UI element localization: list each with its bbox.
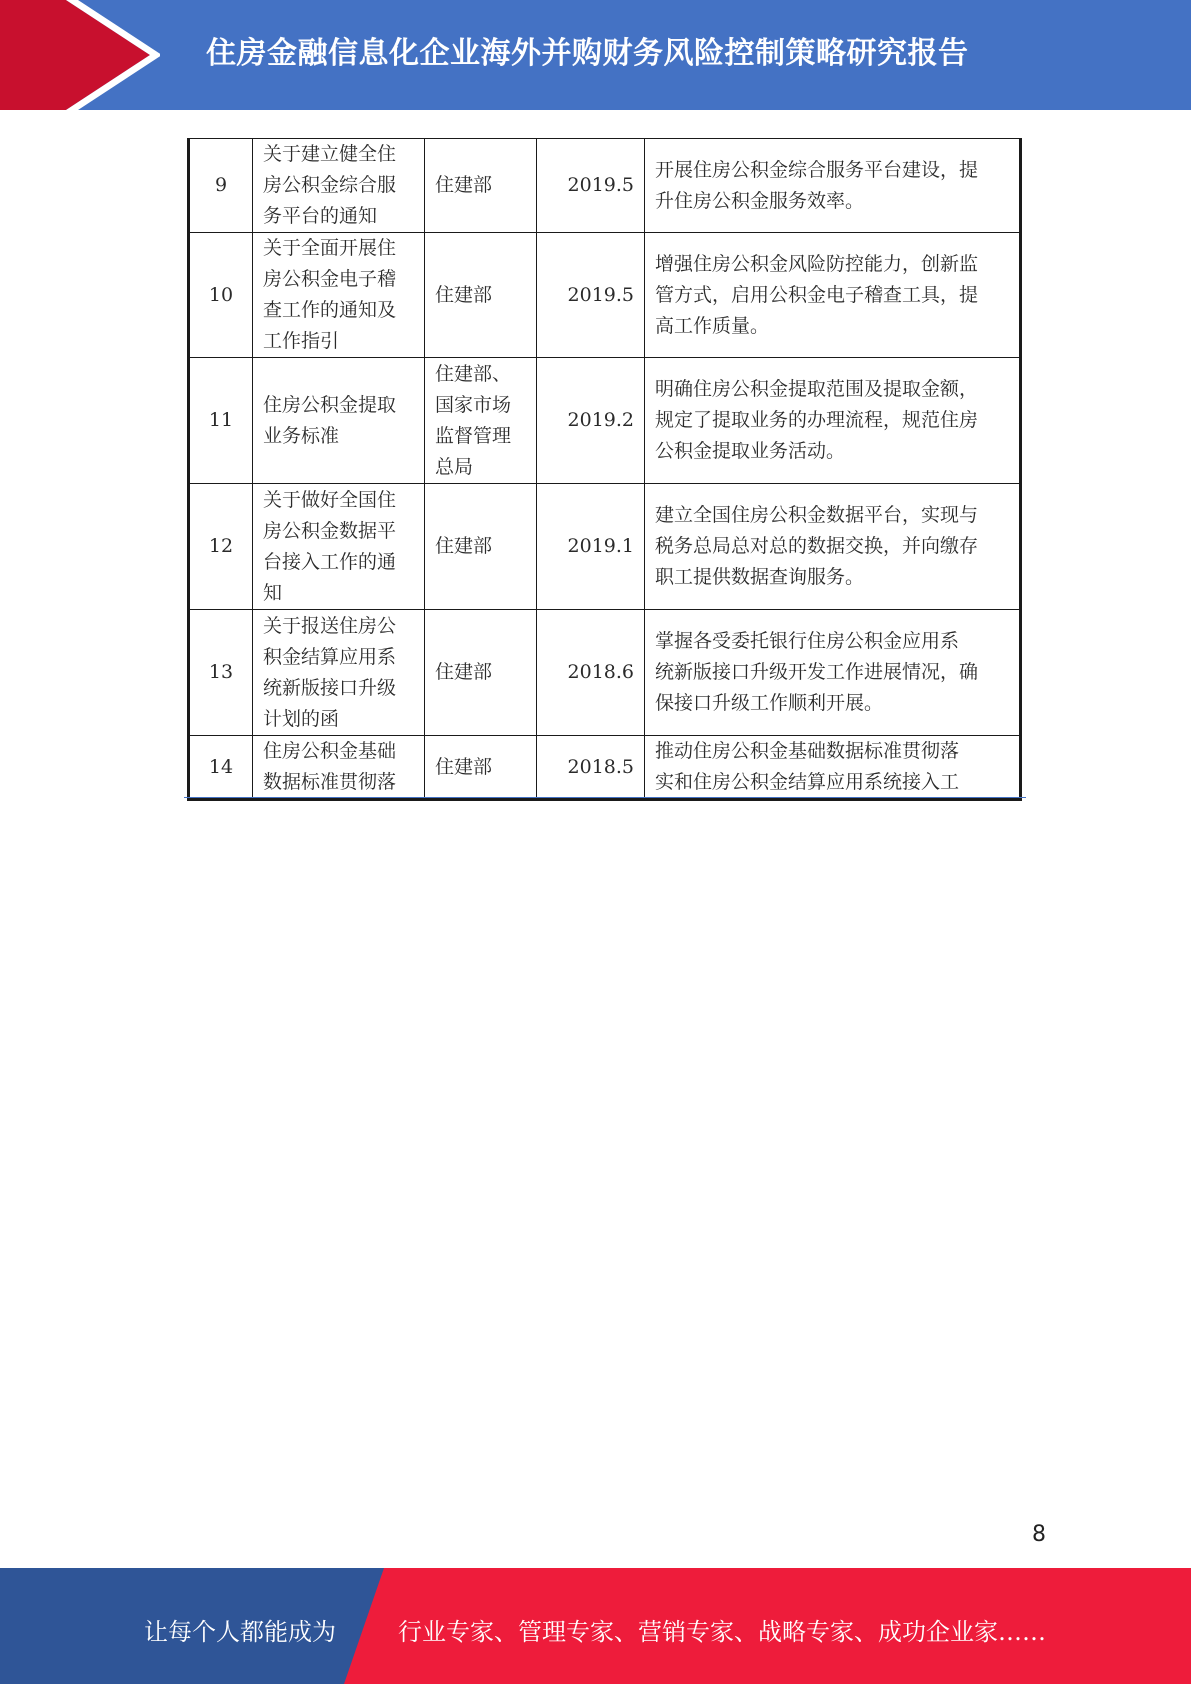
- cell-department-line: 住建部: [435, 755, 493, 778]
- cell-policy-name: [253, 736, 425, 800]
- cell-department: [425, 139, 537, 233]
- cell-number: 9: [189, 139, 253, 233]
- cell-policy-name-line: 统新版接口升级: [263, 676, 397, 699]
- cell-department-line: 国家市场: [435, 393, 512, 416]
- cell-department: [425, 358, 537, 484]
- cell-description-line: 管方式，启用公积金电子稽查工具，提: [655, 283, 979, 306]
- cell-policy-name-line: 关于做好全国住: [263, 488, 397, 511]
- cell-department-line: 监督管理: [435, 424, 512, 447]
- cell-department-line: 住建部: [435, 174, 493, 196]
- cell-description-line: 明确住房公积金提取范围及提取金额，: [655, 378, 979, 400]
- cell-description: [645, 139, 1021, 233]
- cell-policy-name-line: 住房公积金提取: [263, 393, 397, 416]
- cell-description: [645, 358, 1021, 484]
- cell-description-line: 实和住房公积金结算应用系统接入工: [655, 771, 960, 793]
- cell-department: [425, 484, 537, 610]
- cell-policy-name-line: 台接入工作的通: [263, 550, 397, 573]
- chevron-arrow-icon: [0, 0, 160, 110]
- cell-policy-name-line: 数据标准贯彻落: [263, 771, 397, 793]
- cell-description-line: 高工作质量。: [655, 314, 770, 337]
- page-header: [0, 0, 1191, 110]
- cell-number: 10: [189, 233, 253, 358]
- cell-description: [645, 233, 1021, 358]
- cell-policy-name-line: 住房公积金基础: [263, 740, 397, 762]
- cell-policy-name-line: 房公积金电子稽: [263, 268, 397, 290]
- footer-slogan-left: 让每个人都能成为: [144, 1618, 336, 1646]
- cell-date: 2019.1: [537, 484, 645, 610]
- table-row: [189, 484, 1021, 610]
- cell-department-line: 住建部、: [435, 362, 512, 385]
- cell-date: 2019.5: [537, 233, 645, 358]
- cell-policy-name-line: 房公积金综合服: [263, 174, 397, 196]
- cell-policy-name-line: 积金结算应用系: [263, 645, 397, 668]
- cell-department: [425, 233, 537, 358]
- cell-policy-name: [253, 139, 425, 233]
- policy-table: [187, 138, 1022, 801]
- cell-date: 2018.6: [537, 610, 645, 736]
- cell-description-line: 公积金提取业务活动。: [655, 440, 846, 462]
- cell-policy-name-line: 关于全面开展住: [263, 237, 397, 259]
- table-row: [189, 736, 1021, 800]
- table-row: [189, 233, 1021, 358]
- footer-slogan-right: 行业专家、管理专家、营销专家、战略专家、成功企业家……: [398, 1618, 1046, 1646]
- cell-date: 2019.5: [537, 139, 645, 233]
- table-row: [189, 610, 1021, 736]
- cell-policy-name-line: 务平台的通知: [263, 205, 378, 227]
- cell-date: 2019.2: [537, 358, 645, 484]
- cell-policy-name-line: 业务标准: [263, 424, 340, 447]
- cell-description-line: 掌握各受委托银行住房公积金应用系: [655, 630, 960, 652]
- cell-policy-name-line: 关于报送住房公: [263, 614, 397, 637]
- cell-department-line: 总局: [435, 455, 474, 478]
- cell-description-line: 建立全国住房公积金数据平台，实现与: [655, 504, 979, 526]
- cell-department-line: 住建部: [435, 535, 493, 557]
- cell-description: [645, 484, 1021, 610]
- cell-policy-name-line: 工作指引: [263, 330, 340, 352]
- cell-description-line: 升住房公积金服务效率。: [655, 189, 865, 212]
- cell-policy-name-line: 知: [263, 581, 283, 604]
- cell-description-line: 规定了提取业务的办理流程，规范住房: [655, 409, 979, 431]
- table-bottom-rule: [184, 797, 1026, 798]
- cell-department-line: 住建部: [435, 661, 493, 683]
- cell-description-line: 开展住房公积金综合服务平台建设，提: [655, 158, 979, 181]
- cell-description-line: 保接口升级工作顺利开展。: [655, 692, 884, 714]
- cell-description: [645, 610, 1021, 736]
- policy-table-container: [187, 138, 1019, 801]
- cell-policy-name: [253, 610, 425, 736]
- cell-description-line: 职工提供数据查询服务。: [655, 566, 865, 588]
- page-number: 8: [1032, 1522, 1046, 1547]
- cell-description: [645, 736, 1021, 800]
- cell-policy-name-line: 关于建立健全住: [263, 143, 397, 165]
- report-title: 住房金融信息化企业海外并购财务风险控制策略研究报告: [206, 36, 969, 71]
- cell-policy-name-line: 房公积金数据平: [263, 519, 397, 542]
- cell-number: 14: [189, 736, 253, 800]
- cell-department-line: 住建部: [435, 283, 493, 306]
- cell-description-line: 推动住房公积金基础数据标准贯彻落: [655, 740, 960, 762]
- cell-department: [425, 736, 537, 800]
- table-row: [189, 139, 1021, 233]
- cell-description-line: 税务总局总对总的数据交换，并向缴存: [655, 535, 979, 557]
- cell-description-line: 增强住房公积金风险防控能力，创新监: [655, 252, 979, 275]
- cell-department: [425, 610, 537, 736]
- cell-policy-name: [253, 484, 425, 610]
- cell-date: 2018.5: [537, 736, 645, 800]
- cell-policy-name: [253, 233, 425, 358]
- cell-policy-name: [253, 358, 425, 484]
- page-footer: [0, 1568, 1191, 1684]
- cell-description-line: 统新版接口升级开发工作进展情况，确: [655, 661, 979, 683]
- cell-number: 11: [189, 358, 253, 484]
- cell-policy-name-line: 计划的函: [263, 707, 340, 730]
- cell-policy-name-line: 查工作的通知及: [263, 299, 397, 321]
- cell-number: 12: [189, 484, 253, 610]
- table-row: [189, 358, 1021, 484]
- cell-number: 13: [189, 610, 253, 736]
